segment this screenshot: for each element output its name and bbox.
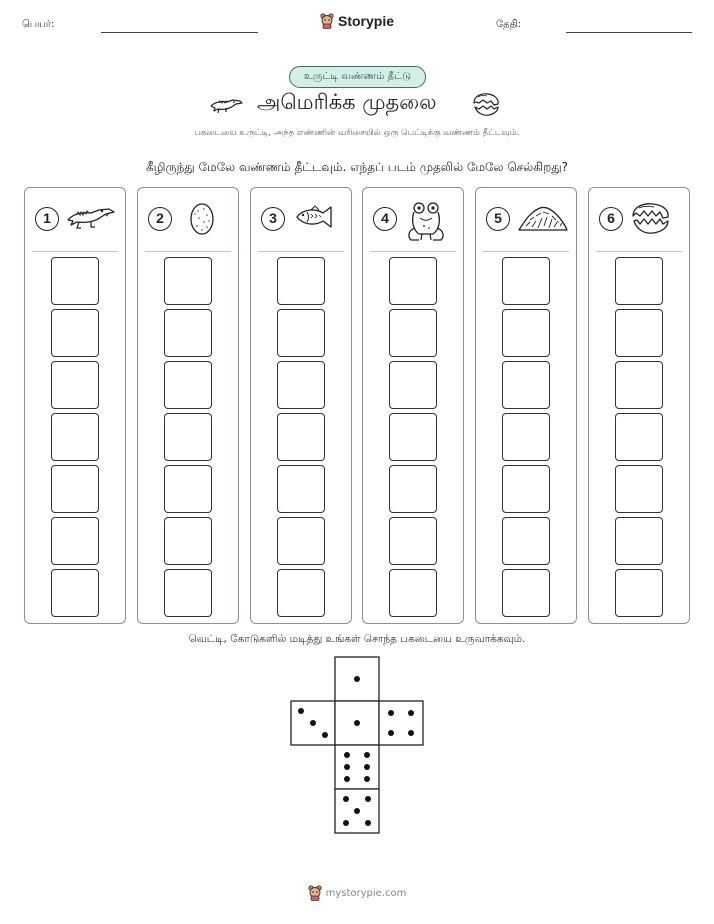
storypie-mascot-icon <box>308 885 322 901</box>
color-box[interactable] <box>615 257 663 305</box>
activity-badge: உருட்டி வண்ணம் தீட்டு <box>289 66 426 88</box>
title-row <box>0 88 714 128</box>
color-box[interactable] <box>502 465 550 513</box>
column-number: 1 <box>35 207 59 231</box>
color-box[interactable] <box>389 361 437 409</box>
footer-url[interactable]: mystorypie.com <box>325 887 407 899</box>
color-box[interactable] <box>615 465 663 513</box>
color-box[interactable] <box>277 569 325 617</box>
frog-icon <box>403 200 455 244</box>
color-box[interactable] <box>51 517 99 565</box>
jaws-icon <box>629 200 679 238</box>
egg-icon <box>178 200 230 238</box>
color-box[interactable] <box>277 413 325 461</box>
color-box[interactable] <box>51 361 99 409</box>
color-box[interactable] <box>615 569 663 617</box>
color-box[interactable] <box>615 309 663 357</box>
color-box[interactable] <box>51 465 99 513</box>
color-box[interactable] <box>389 413 437 461</box>
nest-icon <box>516 200 570 234</box>
color-box[interactable] <box>502 257 550 305</box>
color-box[interactable] <box>277 465 325 513</box>
cut-instruction: வெட்டி, கோடுகளில் மடித்து உங்கள் சொந்த பகடையை உருவாக்கவும். <box>188 633 526 645</box>
die-face-6 <box>335 745 379 789</box>
fish-icon <box>291 200 343 234</box>
color-box[interactable] <box>502 413 550 461</box>
color-box[interactable] <box>164 465 212 513</box>
color-box[interactable] <box>164 569 212 617</box>
color-box[interactable] <box>277 309 325 357</box>
name-label: பெயர்: <box>22 19 55 30</box>
column-4 <box>362 187 464 624</box>
color-box[interactable] <box>164 517 212 565</box>
column-number: 4 <box>373 207 397 231</box>
die-face-4 <box>379 701 423 745</box>
color-box[interactable] <box>164 361 212 409</box>
footer <box>0 885 714 905</box>
alligator-icon <box>65 200 117 234</box>
column-3 <box>250 187 352 624</box>
color-box[interactable] <box>615 361 663 409</box>
color-box[interactable] <box>502 569 550 617</box>
question-text: கீழிருந்து மேலே வண்ணம் தீட்டவும். எந்தப் படம் முதலில் மேலே செல்கிறது? <box>145 160 569 174</box>
instruction-text: பகடையை உருட்டி, அந்த எண்ணின் வரிசையில் ஒரு பெட்டிக்கு வண்ணம் தீட்டவும். <box>194 128 520 138</box>
column-number: 3 <box>261 207 285 231</box>
die-net <box>290 656 425 836</box>
color-box[interactable] <box>51 413 99 461</box>
color-box[interactable] <box>51 257 99 305</box>
column-2 <box>137 187 239 624</box>
date-label: தேதி: <box>496 19 522 30</box>
storypie-mascot-icon <box>320 13 334 29</box>
color-box[interactable] <box>389 569 437 617</box>
column-number: 2 <box>148 207 172 231</box>
color-box[interactable] <box>502 361 550 409</box>
brand-name: Storypie <box>337 13 394 29</box>
brand-logo <box>0 13 714 33</box>
column-number: 6 <box>599 207 623 231</box>
jaws-icon <box>471 91 501 119</box>
column-5 <box>475 187 577 624</box>
alligator-icon <box>209 94 243 116</box>
color-box[interactable] <box>389 517 437 565</box>
color-box[interactable] <box>389 309 437 357</box>
column-6 <box>588 187 690 624</box>
page-title: அமெரிக்க முதலை <box>257 90 437 114</box>
color-box[interactable] <box>277 361 325 409</box>
color-box[interactable] <box>51 309 99 357</box>
color-box[interactable] <box>389 257 437 305</box>
color-box[interactable] <box>164 257 212 305</box>
color-box[interactable] <box>51 569 99 617</box>
color-box[interactable] <box>615 517 663 565</box>
color-box[interactable] <box>502 309 550 357</box>
column-1 <box>24 187 126 624</box>
color-box[interactable] <box>277 517 325 565</box>
color-box[interactable] <box>615 413 663 461</box>
color-box[interactable] <box>277 257 325 305</box>
color-box[interactable] <box>502 517 550 565</box>
color-box[interactable] <box>164 413 212 461</box>
column-number: 5 <box>486 207 510 231</box>
color-box[interactable] <box>164 309 212 357</box>
color-box[interactable] <box>389 465 437 513</box>
